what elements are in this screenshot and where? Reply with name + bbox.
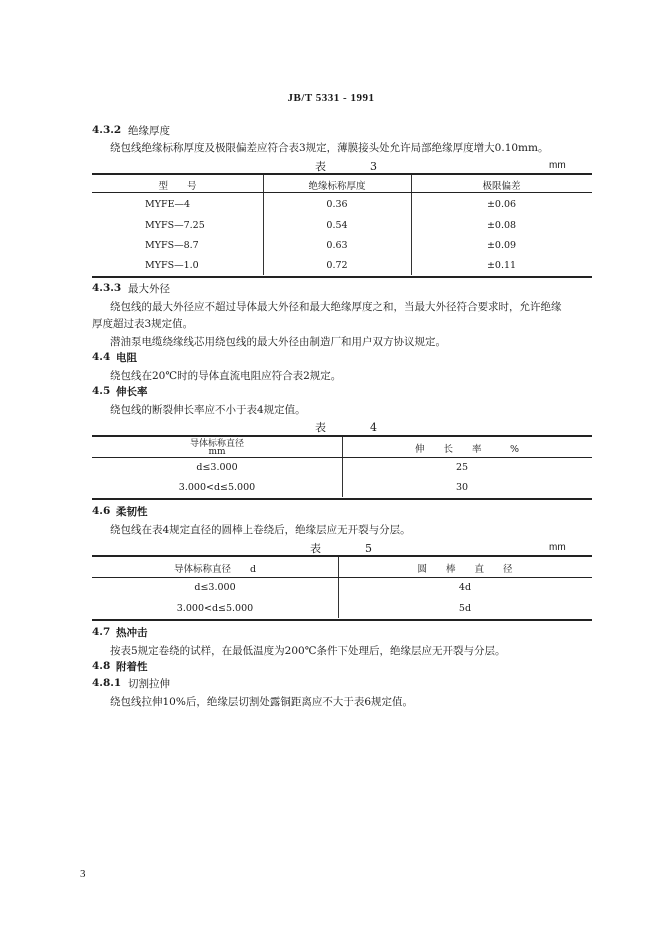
section-4-3-3-paragraph-line-2: 厚度超过表3规定值。 xyxy=(92,318,194,330)
section-4-8-1-paragraph: 绕包线拉伸10%后，绝缘层切割处露铜距离应不大于表6规定值。 xyxy=(110,696,414,708)
table-4-bottom-rule xyxy=(92,498,592,500)
section-4-7-number: 4.7 xyxy=(92,626,111,638)
section-4-3-3-paragraph-2: 潜油泵电缆绕缘线芯用绕包线的最大外径由制造厂和用户双方协议规定。 xyxy=(110,336,446,348)
section-4-7-title: 热冲击 xyxy=(116,627,148,639)
table-3-unit: mm xyxy=(549,160,566,171)
table-3-bottom-rule xyxy=(92,276,592,278)
section-4-5-paragraph: 绕包线的断裂伸长率应不小于表4规定值。 xyxy=(110,404,306,416)
table-4-row-2-elongation: 30 xyxy=(455,482,469,493)
table-4-header-elongation: 伸 长 率 % xyxy=(414,444,520,455)
table-3-caption: 表 3 xyxy=(315,160,377,173)
table-4-header-diameter-unit: mm xyxy=(208,447,226,457)
section-4-8-1-number: 4.8.1 xyxy=(92,677,122,689)
table-3-row-1-deviation: ±0.06 xyxy=(486,199,517,210)
section-4-3-2-number: 4.3.2 xyxy=(92,124,122,136)
table-5-bottom-rule xyxy=(92,619,592,621)
table-5-unit: mm xyxy=(549,542,566,553)
table-3-row-2-type: MYFS—7.25 xyxy=(145,220,205,231)
table-5-row-2-diameter: 3.000<d≤5.000 xyxy=(176,603,254,614)
section-4-5-title: 伸长率 xyxy=(116,386,148,398)
section-4-3-3-paragraph-line-1: 绕包线的最大外径应不超过导体最大外径和最大绝缘厚度之和，当最大外径符合要求时，允许绝缘 xyxy=(110,301,562,313)
table-4-caption: 表 4 xyxy=(315,421,377,434)
section-4-7-paragraph: 按表5规定卷绕的试样，在最低温度为200℃条件下处理后，绝缘层应无开裂与分层。 xyxy=(110,645,506,657)
section-4-3-2-title: 绝缘厚度 xyxy=(128,125,170,137)
table-3-header-thickness: 绝缘标称厚度 xyxy=(308,181,366,192)
table-3-row-4-type: MYFS—1.0 xyxy=(145,260,199,271)
table-3-row-2-thickness: 0.54 xyxy=(326,220,348,231)
section-4-4-title: 电阻 xyxy=(116,352,137,364)
table-5-top-rule xyxy=(92,555,592,557)
table-3-row-1-type: MYFE—4 xyxy=(145,199,191,210)
section-4-6-title: 柔韧性 xyxy=(116,506,148,518)
table-3-row-1-thickness: 0.36 xyxy=(326,199,348,210)
table-3-header-type: 型 号 xyxy=(158,181,197,192)
section-4-5-number: 4.5 xyxy=(92,385,111,397)
table-5-row-2-rod: 5d xyxy=(458,603,472,614)
table-4-row-1-elongation: 25 xyxy=(455,462,469,473)
section-4-6-paragraph: 绕包线在表4规定直径的圆棒上卷绕后，绝缘层应无开裂与分层。 xyxy=(110,524,411,536)
table-5-header-rod-diameter: 圆 棒 直 径 xyxy=(417,564,513,575)
section-4-3-3-number: 4.3.3 xyxy=(92,282,122,294)
table-4-header-diameter: 导体标称直径 xyxy=(189,439,244,449)
table-4-row-1-diameter: d≤3.000 xyxy=(196,462,238,473)
table-3-header-deviation: 极限偏差 xyxy=(482,181,521,192)
section-4-3-2-paragraph: 绕包线绝缘标称厚度及极限偏差应符合表3规定，薄膜接头处允许局部绝缘厚度增大0.10mm。 xyxy=(110,142,549,154)
table-5-caption: 表 5 xyxy=(310,542,372,555)
table-5-header-rule xyxy=(92,577,592,578)
section-4-4-paragraph: 绕包线在20℃时的导体直流电阻应符合表2规定。 xyxy=(110,370,342,382)
table-3-top-rule xyxy=(92,173,592,175)
table-3-row-3-thickness: 0.63 xyxy=(326,240,348,251)
document-header: JB/T 5331 - 1991 xyxy=(287,92,375,104)
section-4-4-number: 4.4 xyxy=(92,351,111,363)
table-3-row-3-deviation: ±0.09 xyxy=(486,240,517,251)
table-3-header-rule xyxy=(92,192,592,193)
table-4-row-2-diameter: 3.000<d≤5.000 xyxy=(178,482,256,493)
section-4-6-number: 4.6 xyxy=(92,505,111,517)
table-5-row-1-rod: 4d xyxy=(458,582,472,593)
table-3-row-2-deviation: ±0.08 xyxy=(486,220,517,231)
section-4-3-3-title: 最大外径 xyxy=(128,283,170,295)
table-5-row-1-diameter: d≤3.000 xyxy=(194,582,236,593)
page-number: 3 xyxy=(80,868,86,880)
section-4-8-number: 4.8 xyxy=(92,660,111,672)
section-4-8-1-title: 切割拉伸 xyxy=(128,678,170,690)
section-4-8-title: 附着性 xyxy=(116,661,148,673)
table-3-row-4-thickness: 0.72 xyxy=(326,260,348,271)
table-5-header-diameter: 导体标称直径 d xyxy=(173,564,257,575)
table-3-row-3-type: MYFS—8.7 xyxy=(145,240,199,251)
table-4-header-rule xyxy=(92,457,592,458)
table-3-row-4-deviation: ±0.11 xyxy=(486,260,517,271)
